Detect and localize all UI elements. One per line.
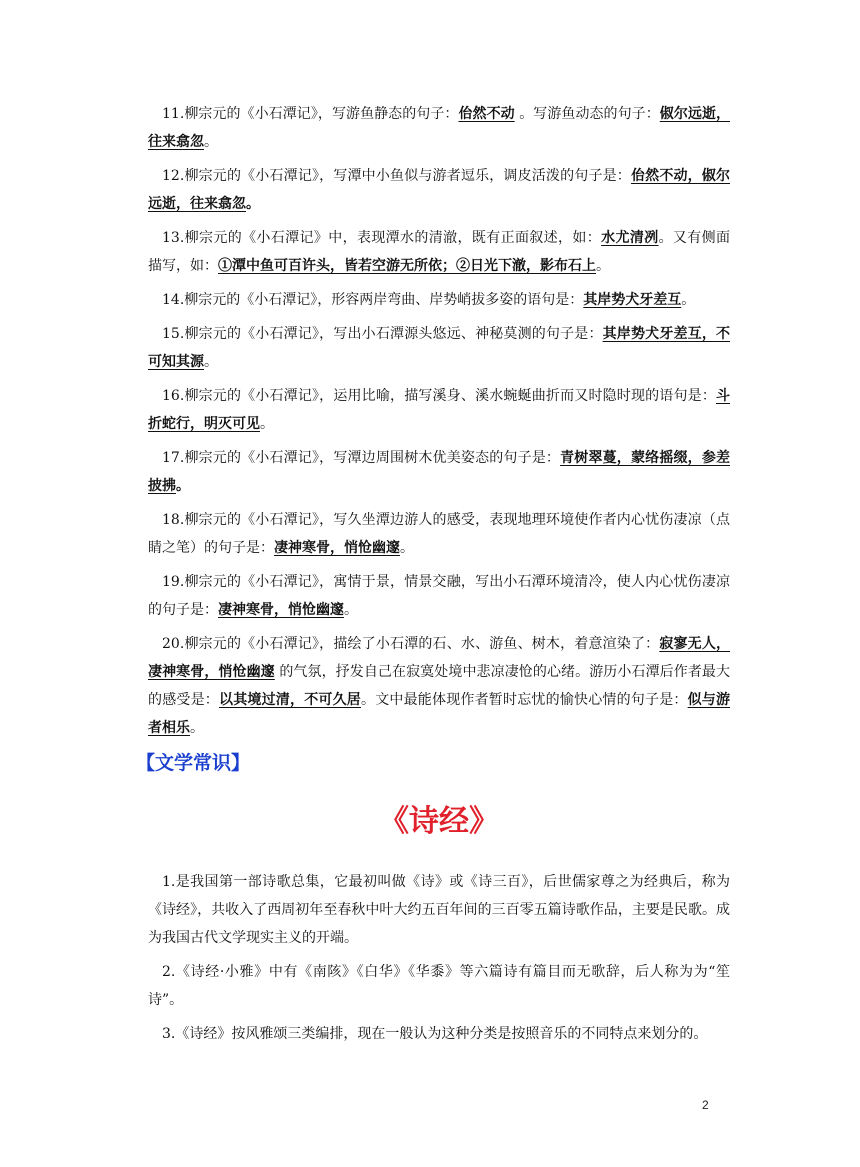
answer-text: 以其境过清，不可久居 — [219, 692, 361, 708]
item-number: 11. — [162, 106, 185, 122]
big-title: 《诗经》 — [379, 804, 499, 839]
answer-text: 其岸势犬牙差互，不可知其源 — [148, 326, 731, 370]
item-number: 14. — [162, 292, 185, 308]
question-text: 的气氛，抒发自己在寂寞处境中悲凉凄怆的心绪。游历小石潭后作者最大的感受是： — [148, 664, 730, 708]
item-number: 12. — [162, 168, 185, 184]
question-text: 柳宗元的《小石潭记》，写出小石潭源头悠远、神秘莫测的句子是： — [184, 326, 603, 342]
question-text: 。 — [596, 258, 610, 274]
question-text: 柳宗元的《小石潭记》，寓情于景，情景交融，写出小石潭环境清冷，使人内心忧伤凄凉的句子是： — [148, 574, 730, 618]
fact-paragraph: 3.《诗经》按风雅颂三类编排，现在一般认为这种分类是按照音乐的不同特点来划分的。 — [162, 1026, 708, 1042]
question-text: 。 — [204, 134, 218, 150]
question-item — [148, 224, 730, 280]
page-number: 2 — [702, 1098, 709, 1112]
question-text: 。写游鱼动态的句子： — [514, 106, 660, 122]
question-item — [148, 568, 730, 624]
question-text: 柳宗元的《小石潭记》，描绘了小石潭的石、水、游鱼、树木，着意渲染了： — [184, 636, 660, 652]
answer-text: 佁然不动 — [458, 106, 515, 122]
item-number: 20. — [162, 636, 185, 652]
section-title: 【文学常识】 — [136, 752, 251, 774]
question-list — [148, 100, 730, 742]
answer-text: 凄神寒骨，悄怆幽邃 — [218, 602, 344, 618]
question-text: 柳宗元的《小石潭记》，形容两岸弯曲、岸势峭拔多姿的语句是： — [184, 292, 584, 308]
question-text: 。 — [176, 478, 190, 494]
question-text: 柳宗元的《小石潭记》，写久坐潭边游人的感受，表现地理环境使作者内心忧伤凄凉（点睛之笔）的句子是： — [148, 512, 730, 556]
answer-text: 青树翠蔓，蒙络摇缀，参差披拂 — [148, 450, 731, 494]
question-item — [148, 630, 730, 742]
question-text: 柳宗元的《小石潭记》，运用比喻，描写溪身、溪水蜿蜒曲折而又时隐时现的语句是： — [184, 388, 716, 404]
fact-list — [148, 868, 730, 1048]
question-text: 。 — [204, 354, 218, 370]
fact-paragraph: 2.《诗经·小雅》中有《南陔》《白华》《华黍》等六篇诗有篇目而无歌辞，后人称为为“笙诗”。 — [148, 964, 730, 1008]
question-text: 。又有侧面描写，如： — [148, 230, 731, 274]
question-text: 柳宗元的《小石潭记》，写潭中小鱼似与游者逗乐，调皮活泼的句子是： — [184, 168, 631, 184]
answer-text: 佁然不动，俶尔远逝，往来翕忽 — [148, 168, 731, 212]
item-number: 19. — [162, 574, 185, 590]
question-item — [148, 382, 730, 438]
item-number: 18. — [162, 512, 185, 528]
question-text: 。文中最能体现作者暂时忘忧的愉快心情的句子是： — [361, 692, 688, 708]
question-text: 柳宗元的《小石潭记》，写游鱼静态的句子： — [184, 106, 459, 122]
question-text: 。 — [344, 602, 358, 618]
question-item — [148, 320, 730, 376]
question-text: 柳宗元的《小石潭记》，写潭边周围树木优美姿态的句子是： — [184, 450, 561, 466]
question-text: 。 — [400, 540, 414, 556]
item-number: 17. — [162, 450, 185, 466]
item-number: 15. — [162, 326, 185, 342]
answer-text: 似与游者相乐 — [148, 692, 731, 736]
item-number: 13. — [162, 230, 185, 246]
page-content — [136, 100, 731, 1054]
question-item — [148, 286, 730, 314]
answer-text: 斗折蛇行，明灭可见 — [148, 388, 730, 432]
question-item — [148, 444, 730, 500]
question-item — [148, 100, 730, 156]
question-text: 。 — [190, 720, 204, 736]
question-text: 。 — [681, 292, 696, 308]
question-item — [148, 506, 730, 562]
question-item — [148, 162, 730, 218]
answer-text: 其岸势犬牙差互 — [583, 292, 682, 308]
question-text: 。 — [246, 196, 260, 212]
question-text: 柳宗元的《小石潭记》中，表现潭水的清澈，既有正面叙述，如： — [184, 230, 602, 246]
answer-text: ①潭中鱼可百许头，皆若空游无所依；②日光下澈，影布石上 — [218, 258, 596, 274]
answer-text: 水尤清冽 — [601, 230, 659, 246]
item-number: 16. — [162, 388, 185, 404]
answer-text: 寂寥无人，凄神寒骨，悄怆幽邃 — [148, 636, 731, 680]
question-text: 。 — [260, 416, 274, 432]
answer-text: 俶尔远逝，往来翕忽 — [148, 106, 731, 150]
fact-paragraph: 1.是我国第一部诗歌总集，它最初叫做《诗》或《诗三百》，后世儒家尊之为经典后，称为《诗经》，共收入了西周初年至春秋中叶大约五百年间的三百零五篇诗歌作品，主要是民歌。成为我国古代文学现实主义的开端。 — [148, 874, 730, 946]
answer-text: 凄神寒骨，悄怆幽邃 — [274, 540, 400, 556]
